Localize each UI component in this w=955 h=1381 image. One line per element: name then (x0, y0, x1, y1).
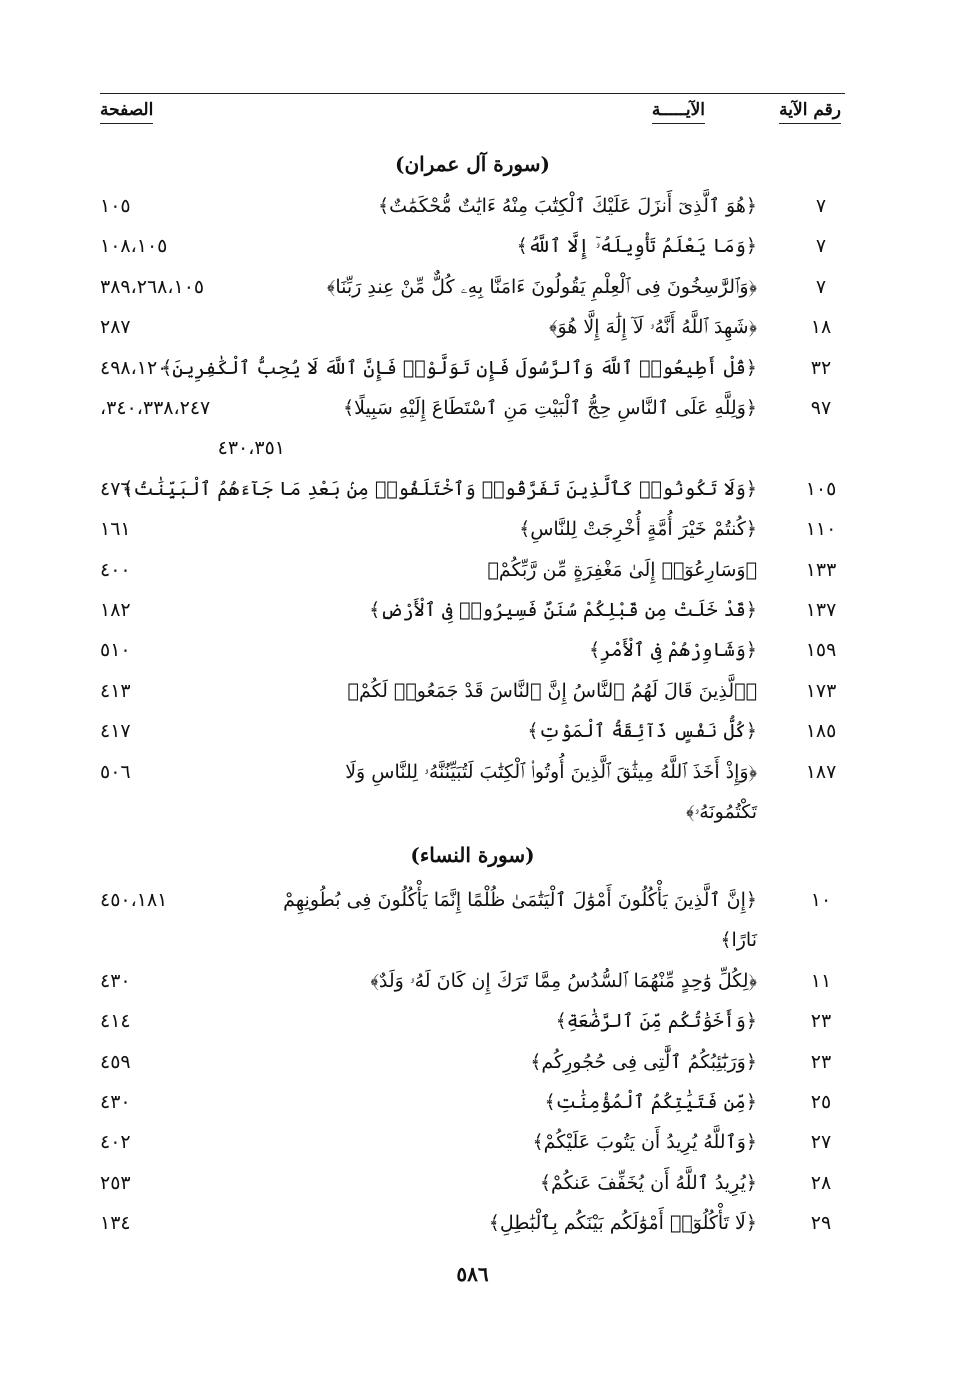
ayah-text: ﴿وَٱللَّهُ يُرِيدُ أَن يَتُوبَ عَلَيْكُمْ﴾ (532, 1131, 757, 1153)
ayah-text: ﴿وَمَا يَعْلَمُ تَأْوِيلَهُۥٓ إِلَّا ٱللَّهُ﴾ (516, 235, 757, 257)
ayah-text: ﴿وَأَخَوَٰتُكُم مِّنَ ٱلرَّضَٰعَةِ﴾ (555, 1010, 757, 1032)
surah-title: (سورة النساء) (410, 843, 535, 867)
page-refs: ٤٠٠ (100, 559, 131, 581)
page-refs: ٤٣٠ (100, 970, 131, 992)
ayah-number: ١٧٣ (805, 680, 837, 702)
ayah-text: ﴿وَرَبَٰٓئِبُكُمُ ٱلَّٰتِى فِى حُجُورِكُم﴾ (530, 1051, 757, 1073)
page-refs: ٤٥٠،١٨١ (100, 889, 168, 911)
page-refs: ١٦١ (100, 518, 131, 540)
ayah-number: ٢٣ (810, 1051, 832, 1073)
ayah-number: ١٨٧ (805, 761, 837, 783)
ayah-number: ١٠ (810, 889, 832, 911)
ayah-header: الآيـــــة (652, 100, 705, 124)
page-refs: ١٠٥ (100, 195, 131, 217)
page-refs: ٢٥٣ (100, 1172, 131, 1194)
page-refs: ٤٩٨،١٢٠ (100, 357, 168, 379)
page-refs: ٤١٤ (100, 1010, 131, 1032)
top-rule (100, 93, 845, 94)
ayah-text: ﴿ٱلَّذِينَ قَالَ لَهُمُ ٱلنَّاسُ إِنَّ ٱلنَّاسَ قَدْ جَمَعُوا۟ لَكُمْ﴾ (347, 680, 757, 702)
page-refs: ١٣٤ (100, 1212, 131, 1234)
page-refs: ٣٤٠،٣٣٨،٢٤٧، (100, 397, 211, 419)
ayah-number: ٢٨ (810, 1172, 832, 1194)
ayah-text-continued: تَكْتُمُونَهُۥ﴾ (686, 801, 757, 823)
page-refs: ٣٨٩،٢٦٨،١٠٥ (100, 276, 205, 298)
page-refs: ٥١٠ (100, 639, 131, 661)
ayah-text: ﴿مِّن فَتَيَٰتِكُمُ ٱلْمُؤْمِنَٰتِ﴾ (544, 1091, 757, 1113)
ayah-number: ٧ (815, 235, 827, 257)
table-header (100, 100, 845, 132)
ayah-text: ﴿شَهِدَ ٱللَّهُ أَنَّهُۥ لَآ إِلَٰهَ إِلَّا هُوَ﴾ (549, 316, 757, 338)
ayah-number: ١١ (810, 970, 832, 992)
ayah-number: ١٨٥ (805, 720, 837, 742)
ayah-number: ١٥٩ (805, 639, 837, 661)
ayah-text: ﴿يُرِيدُ ٱللَّهُ أَن يُخَفِّفَ عَنكُمْ﴾ (539, 1172, 757, 1194)
page-refs: ٤٥٩ (100, 1051, 131, 1073)
ayah-number: ٢٧ (810, 1131, 832, 1153)
ayah-number: ١٣٣ (805, 559, 837, 581)
ayah-text: ﴿لِكُلِّ وَٰحِدٍ مِّنْهُمَا ٱلسُّدُسُ مِمَّا تَرَكَ إِن كَانَ لَهُۥ وَلَدٌ﴾ (370, 970, 757, 992)
page-refs: ٤٧٦ (100, 478, 131, 500)
ayah-text: ﴿كُلُّ نَفْسٍ ذَآئِقَةُ ٱلْمَوْتِ﴾ (527, 720, 757, 742)
page-refs: ٤٠٢ (100, 1131, 131, 1153)
ayah-text: ﴿وَلِلَّهِ عَلَى ٱلنَّاسِ حِجُّ ٱلْبَيْتِ مَنِ ٱسْتَطَاعَ إِلَيْهِ سَبِيلًا﴾ (342, 397, 757, 419)
surah-title: (سورة آل عمران) (395, 152, 550, 176)
ayah-number: ٢٣ (810, 1010, 832, 1032)
ayah-number: ١٠٥ (805, 478, 837, 500)
ayah-number: ٣٢ (810, 357, 832, 379)
page-refs-continued: ٤٣٠،٣٥١ (217, 437, 285, 459)
ayah-text: ﴿هُوَ ٱلَّذِىٓ أَنزَلَ عَلَيْكَ ٱلْكِتَٰبَ مِنْهُ ءَايَٰتٌ مُّحْكَمَٰتٌ﴾ (377, 195, 757, 217)
page-refs: ٤١٣ (100, 680, 131, 702)
ayah-number: ١٣٧ (805, 599, 837, 621)
ayah-number: ١١٠ (805, 518, 837, 540)
page-refs: ١٠٨،١٠٥ (100, 235, 168, 257)
page-number: ٥٨٦ (456, 1262, 489, 1286)
page-refs: ٤١٧ (100, 720, 131, 742)
page-refs: ٤٣٠ (100, 1091, 131, 1113)
ayah-text-continued: نَارًا﴾ (720, 929, 757, 951)
ayah-number: ٢٩ (810, 1212, 832, 1234)
ayah-text: ﴿إِنَّ ٱلَّذِينَ يَأْكُلُونَ أَمْوَٰلَ ٱلْيَتَٰمَىٰ ظُلْمًا إِنَّمَا يَأْكُلُونَ فِى بُطُونِهِمْ (283, 889, 757, 911)
ayah-number: ٧ (815, 195, 827, 217)
ayah-number: ١٨ (810, 316, 832, 338)
ayah-number-header: رقم الآية (779, 100, 841, 124)
page-refs: ٥٠٦ (100, 761, 131, 783)
ayah-text: ﴿وَسَارِعُوٓا۟ إِلَىٰ مَغْفِرَةٍ مِّن رَّبِّكُمْ﴾ (487, 559, 757, 581)
ayah-text: ﴿كُنتُمْ خَيْرَ أُمَّةٍ أُخْرِجَتْ لِلنَّاسِ﴾ (519, 518, 757, 540)
ayah-text: ﴿وَلَا تَكُونُوا۟ كَٱلَّذِينَ تَفَرَّقُوا۟ وَٱخْتَلَفُوا۟ مِنۢ بَعْدِ مَا جَآءَهُمُ ٱلْبَيِّنَٰتُ﴾ (122, 478, 757, 500)
page-header: الصفحة (100, 100, 153, 124)
ayah-text: ﴿قَدْ خَلَتْ مِن قَبْلِكُمْ سُنَنٌ فَسِيرُوا۟ فِى ٱلْأَرْضِ﴾ (369, 599, 757, 621)
ayah-text: ﴿وَإِذْ أَخَذَ ٱللَّهُ مِيثَٰقَ ٱلَّذِينَ أُوتُوا۟ ٱلْكِتَٰبَ لَتُبَيِّنُنَّهُۥ لِلنَّاسِ وَلَا (345, 761, 757, 783)
index-page (100, 0, 845, 1381)
ayah-text: ﴿وَٱلرَّٰسِخُونَ فِى ٱلْعِلْمِ يَقُولُونَ ءَامَنَّا بِهِۦ كُلٌّ مِّنْ عِندِ رَبِّنَا﴾ (326, 276, 757, 298)
ayah-number: ٧ (815, 276, 827, 298)
ayah-number: ٢٥ (810, 1091, 832, 1113)
ayah-text: ﴿قُلْ أَطِيعُوا۟ ٱللَّهَ وَٱلرَّسُولَ فَإِن تَوَلَّوْا۟ فَإِنَّ ٱللَّهَ لَا يُحِبُّ ٱلْكَٰفِرِينَ﴾ (161, 357, 757, 379)
ayah-text: ﴿لَا تَأْكُلُوٓا۟ أَمْوَٰلَكُم بَيْنَكُم بِٱلْبَٰطِلِ﴾ (488, 1212, 757, 1234)
ayah-number: ٩٧ (810, 397, 832, 419)
ayah-text: ﴿وَشَاوِرْهُمْ فِى ٱلْأَمْرِ﴾ (589, 639, 757, 661)
page-refs: ١٨٢ (100, 599, 131, 621)
page-refs: ٢٨٧ (100, 316, 131, 338)
